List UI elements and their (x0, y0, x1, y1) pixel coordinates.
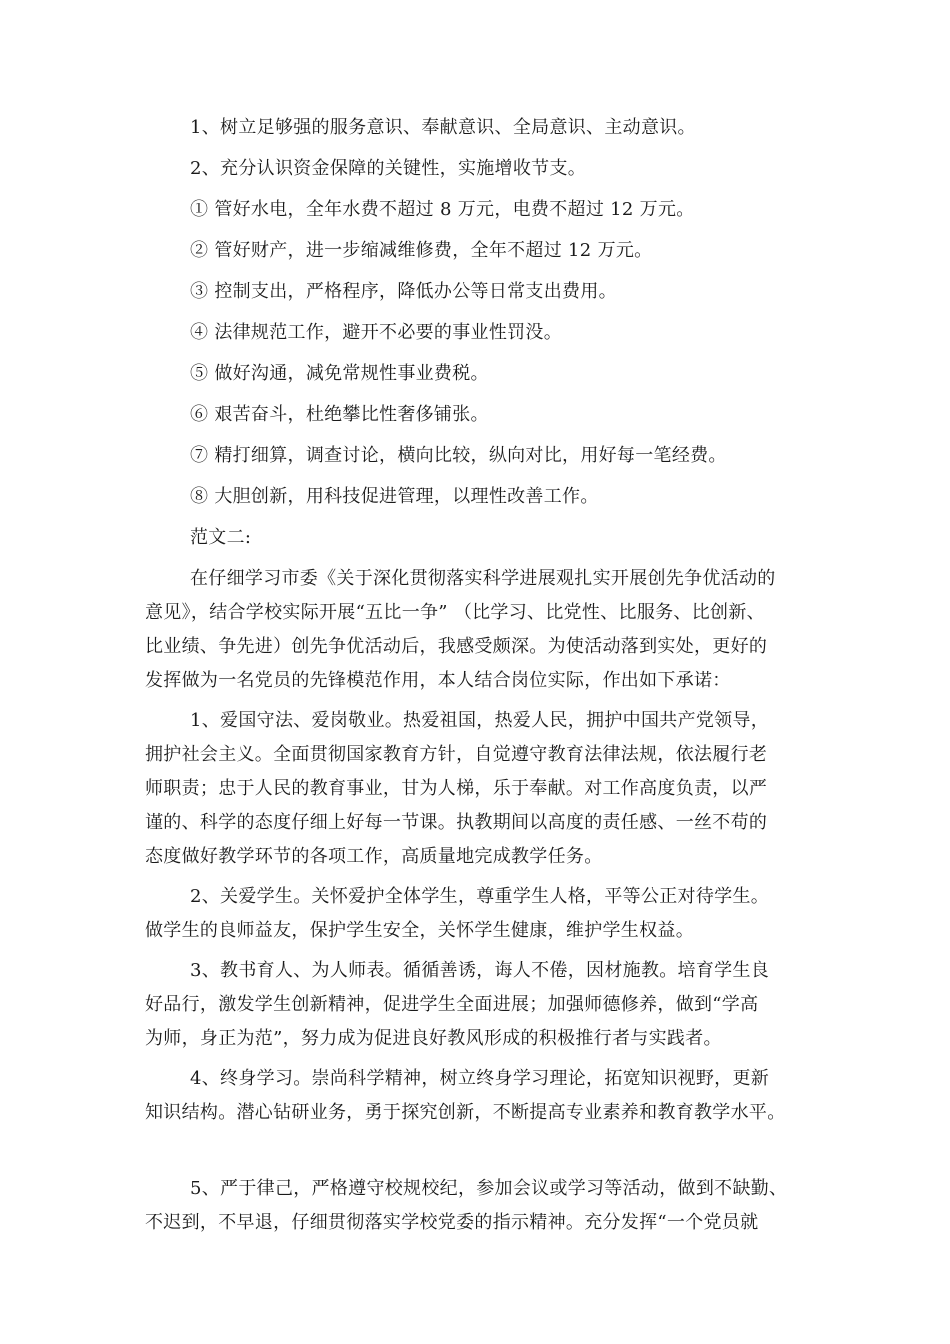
text-line: 为师，身正为范”，努力成为促进良好教风形成的积极推行者与实践者。 (145, 1028, 722, 1049)
text-line: ⑤ 做好沟通，减免常规性事业费税。 (190, 363, 489, 384)
text-line: 1、树立足够强的服务意识、奉献意识、全局意识、主动意识。 (190, 117, 696, 138)
text-line: 谨的、科学的态度仔细上好每一节课。执教期间以高度的责任感、一丝不苟的 (145, 812, 768, 833)
text-line: 做学生的良师益友，保护学生安全，关怀学生健康，维护学生权益。 (145, 920, 694, 941)
text-line: 好品行，激发学生创新精神，促进学生全面进展；加强师德修养，做到“学高 (145, 994, 759, 1015)
text-line: ① 管好水电，全年水费不超过 8 万元，电费不超过 12 万元。 (190, 199, 695, 220)
text-line: 知识结构。潜心钻研业务，勇于探究创新，不断提高专业素养和教育教学水平。 (145, 1102, 786, 1123)
text-line: 2、充分认识资金保障的关键性，实施增收节支。 (190, 158, 587, 179)
text-line: 2、关爱学生。关怀爱护全体学生，尊重学生人格，平等公正对待学生。 (190, 886, 770, 907)
text-line: 拥护社会主义。全面贯彻国家教育方针，自觉遵守教育法律法规，依法履行老 (145, 744, 768, 765)
text-line: 比业绩、争先进）创先争优活动后，我感受颇深。为使活动落到实处，更好的 (145, 636, 768, 657)
text-line: 意见》，结合学校实际开展“五比一争” （比学习、比党性、比服务、比创新、 (145, 602, 765, 623)
text-line: 5、严于律己，严格遵守校规校纪，参加会议或学习等活动，做到不缺勤、 (190, 1178, 788, 1199)
text-line: 态度做好教学环节的各项工作，高质量地完成教学任务。 (145, 846, 603, 867)
text-line: 在仔细学习市委《关于深化贯彻落实科学进展观扎实开展创先争优活动的 (190, 568, 776, 589)
section-heading: 范文二: (190, 527, 252, 548)
text-line: ⑦ 精打细算，调查讨论，横向比较，纵向对比，用好每一笔经费。 (190, 445, 727, 466)
text-line: ⑥ 艰苦奋斗，杜绝攀比性奢侈铺张。 (190, 404, 489, 425)
text-line: 发挥做为一名党员的先锋模范作用，本人结合岗位实际，作出如下承诺： (145, 670, 731, 691)
text-line: 4、终身学习。崇尚科学精神，树立终身学习理论，拓宽知识视野，更新 (190, 1068, 770, 1089)
text-line: ④ 法律规范工作，避开不必要的事业性罚没。 (190, 322, 563, 343)
text-line: ③ 控制支出，严格程序，降低办公等日常支出费用。 (190, 281, 617, 302)
text-line: 1、爱国守法、爱岗敬业。热爱祖国，热爱人民，拥护中国共产党领导， (190, 710, 770, 731)
text-line: 不迟到，不早退，仔细贯彻落实学校党委的指示精神。充分发挥“一个党员就 (145, 1212, 759, 1233)
text-line: 3、教书育人、为人师表。循循善诱，诲人不倦，因材施教。培育学生良 (190, 960, 770, 981)
text-line: ⑧ 大胆创新，用科技促进管理，以理性改善工作。 (190, 486, 599, 507)
text-line: ② 管好财产，进一步缩减维修费，全年不超过 12 万元。 (190, 240, 653, 261)
text-line: 师职责；忠于人民的教育事业，甘为人梯，乐于奉献。对工作高度负责，以严 (145, 778, 768, 799)
